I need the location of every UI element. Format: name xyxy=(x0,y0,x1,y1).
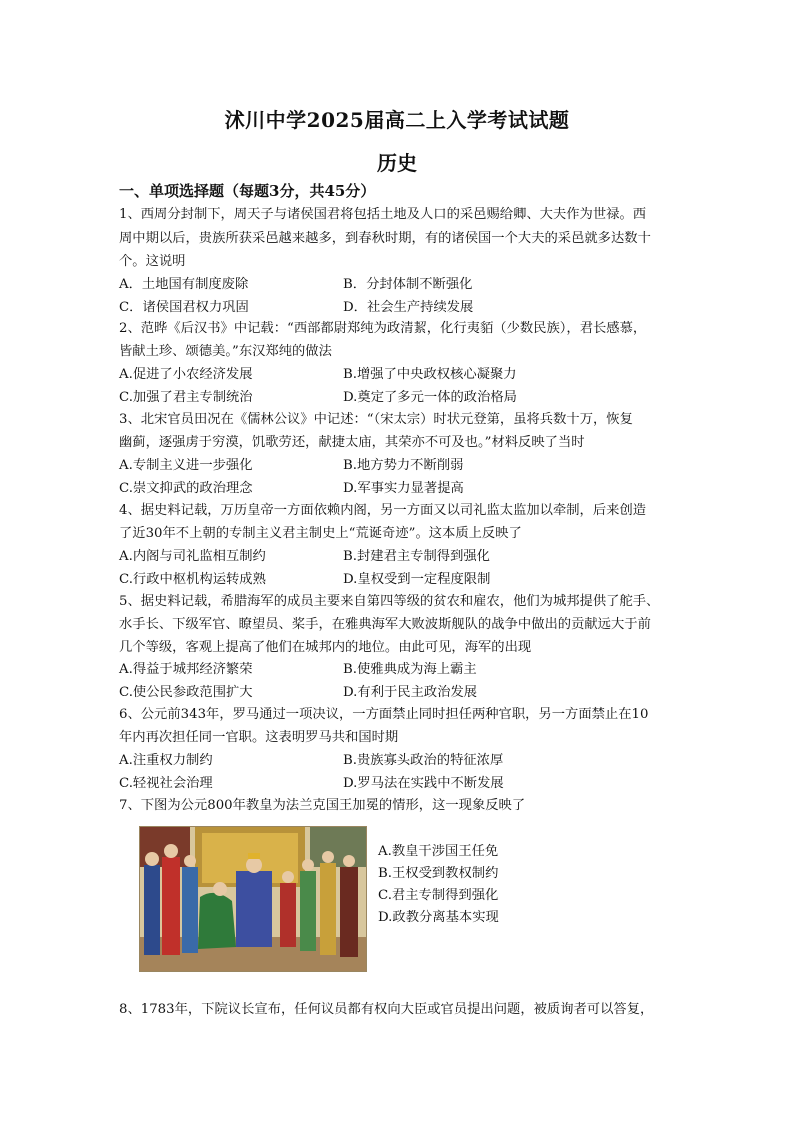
question-5-line-1: 5、据史料记载，希腊海军的成员主要来自第四等级的贫农和雇农，他们为城邦提供了舵手、 xyxy=(119,594,660,609)
question-6-option-c: C.轻视社会治理 xyxy=(119,776,213,791)
question-5-option-c: C.使公民参政范围扩大 xyxy=(119,685,253,700)
coronation-painting-illustration xyxy=(140,827,366,971)
question-2-option-b: B.增强了中央政权核心凝聚力 xyxy=(343,367,517,382)
question-2-option-a: A.促进了小农经济发展 xyxy=(119,367,253,382)
question-6-option-d: D.罗马法在实践中不断发展 xyxy=(343,776,504,791)
question-4-line-2: 了近30年不上朝的专制主义君主制史上“荒诞奇迹”。这本质上反映了 xyxy=(119,526,522,541)
question-4-line-1: 4、据史料记载，万历皇帝一方面依赖内阁，另一方面又以司礼监太监加以牵制，后来创造 xyxy=(119,503,647,518)
question-2-line-2: 皆献土珍、颂德美。”东汉郑纯的做法 xyxy=(119,344,332,359)
question-5-option-b: B.使雅典成为海上霸主 xyxy=(343,662,477,677)
question-7-option-d: D.政教分离基本实现 xyxy=(378,910,499,925)
question-6-line-1: 6、公元前343年，罗马通过一项决议，一方面禁止同时担任两种官职，另一方面禁止在10 xyxy=(119,707,649,722)
question-1-line-1: 1、西周分封制下，周天子与诸侯国君将包括土地及人口的采邑赐给卿、大夫作为世禄。西 xyxy=(119,207,647,222)
question-6-option-a: A.注重权力制约 xyxy=(119,753,213,768)
question-1-option-d: D．社会生产持续发展 xyxy=(343,300,474,315)
question-1-line-3: 个。这说明 xyxy=(119,254,186,269)
question-5-option-a: A.得益于城邦经济繁荣 xyxy=(119,662,253,677)
question-2-option-d: D.奠定了多元一体的政治格局 xyxy=(343,390,517,405)
question-3-option-a: A.专制主义进一步强化 xyxy=(119,458,253,473)
section-heading: 一、单项选择题（每题3分，共45分） xyxy=(119,182,376,200)
question-4-option-b: B.封建君主专制得到强化 xyxy=(343,549,490,564)
question-3-line-1: 3、北宋官员田况在《儒林公议》中记述：“（宋太宗）时状元登第，虽将兵数十万，恢复 xyxy=(119,412,633,427)
question-5-line-3: 几个等级，客观上提高了他们在城邦内的地位。由此可见，海军的出现 xyxy=(119,640,532,655)
question-1-option-a: A．土地国有制度废除 xyxy=(119,277,249,292)
question-7-option-a: A.教皇干涉国王任免 xyxy=(378,844,499,859)
question-2-line-1: 2、范晔《后汉书》中记载：“西部都尉郑纯为政清絜，化行夷貊（少数民族），君长感慕， xyxy=(119,321,647,336)
question-8-line-1: 8、1783年，下院议长宣布，任何议员都有权向大臣或官员提出问题，被质询者可以答复， xyxy=(119,1002,654,1017)
question-4-option-d: D.皇权受到一定程度限制 xyxy=(343,572,491,587)
question-4-option-a: A.内阁与司礼监相互制约 xyxy=(119,549,266,564)
exam-title: 沭川中学2025届高二上入学考试试题 xyxy=(224,108,570,132)
subject-title: 历史 xyxy=(377,151,417,175)
question-7-option-c: C.君主专制得到强化 xyxy=(378,888,499,903)
question-7-option-b: B.王权受到教权制约 xyxy=(378,866,499,881)
question-6-line-2: 年内再次担任同一官职。这表明罗马共和国时期 xyxy=(119,730,399,745)
coronation-painting xyxy=(139,826,367,972)
question-3-line-2: 幽蓟，逐强虏于穷漠，饥歌劳还，献捷太庙，其荣亦不可及也。”材料反映了当时 xyxy=(119,435,585,450)
question-5-line-2: 水手长、下级军官、瞭望员、桨手，在雅典海军大败波斯舰队的战争中做出的贡献远大于前 xyxy=(119,617,651,632)
question-6-option-b: B.贵族寡头政治的特征浓厚 xyxy=(343,753,504,768)
question-3-option-c: C.崇文抑武的政治理念 xyxy=(119,481,253,496)
question-2-option-c: C.加强了君主专制统治 xyxy=(119,390,253,405)
question-1-line-2: 周中期以后，贵族所获采邑越来越多，到春秋时期，有的诸侯国一个大夫的采邑就多达数十 xyxy=(119,231,651,246)
question-3-option-b: B.地方势力不断削弱 xyxy=(343,458,464,473)
question-7-line-1: 7、下图为公元800年教皇为法兰克国王加冕的情形，这一现象反映了 xyxy=(119,798,526,813)
question-4-option-c: C.行政中枢机构运转成熟 xyxy=(119,572,266,587)
question-1-option-c: C．诸侯国君权力巩固 xyxy=(119,300,249,315)
question-1-option-b: B．分封体制不断强化 xyxy=(343,277,473,292)
question-5-option-d: D.有利于民主政治发展 xyxy=(343,685,478,700)
question-3-option-d: D.军事实力显著提高 xyxy=(343,481,464,496)
